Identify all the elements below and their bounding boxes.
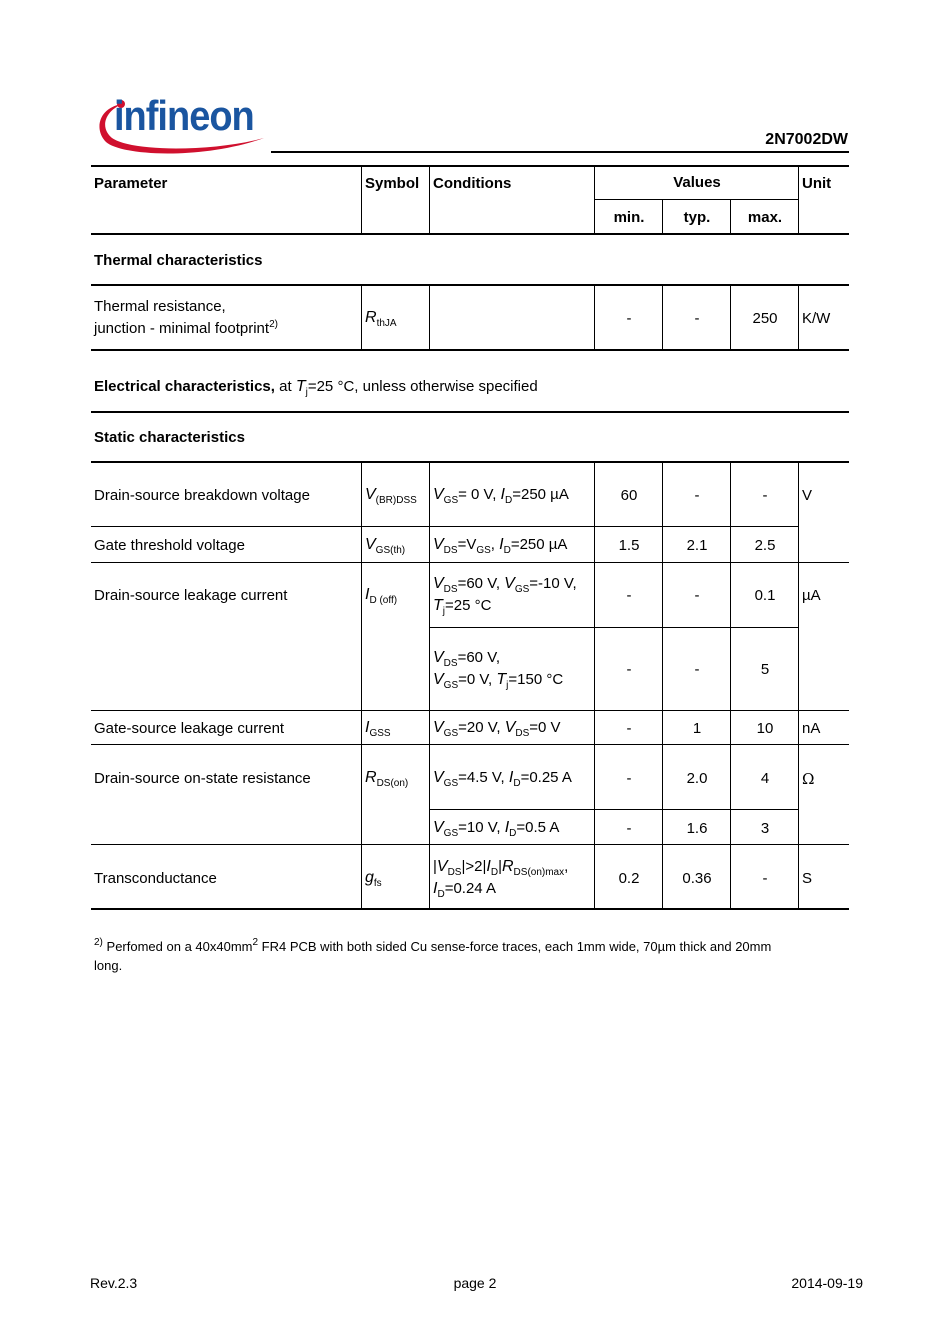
col-rule xyxy=(429,285,430,350)
rule xyxy=(91,844,849,845)
gfs-max: - xyxy=(762,870,768,887)
rule xyxy=(91,526,799,527)
col-header-max: max. xyxy=(747,209,783,226)
breakdown-param: Drain-source breakdown voltage xyxy=(94,487,310,504)
footer-page: page 2 xyxy=(453,1275,497,1291)
logo-text: infineon xyxy=(114,93,254,141)
rdson-a-typ: 2.0 xyxy=(686,770,708,787)
leak-drain-a-max: 0.1 xyxy=(754,587,776,604)
leak-drain-b-max: 5 xyxy=(760,661,770,678)
gfs-min: 0.2 xyxy=(618,870,640,887)
gfs-typ: 0.36 xyxy=(682,870,712,887)
leak-drain-a-min: - xyxy=(626,587,632,604)
leak-drain-unit: µA xyxy=(802,587,821,604)
threshold-symbol: $V_{GS(th)}$ xyxy=(365,536,406,556)
col-header-unit: Unit xyxy=(802,175,832,192)
rdson-symbol: $R_{DS(on)}$ xyxy=(365,769,409,789)
thermal-typ: - xyxy=(694,310,700,327)
rule xyxy=(429,809,799,810)
breakdown-typ: - xyxy=(694,487,700,504)
threshold-param: Gate threshold voltage xyxy=(94,537,245,554)
threshold-min: 1.5 xyxy=(618,537,640,554)
rule xyxy=(429,627,799,628)
values-sub-rule xyxy=(594,199,798,200)
thermal-param-line2: junction - minimal footprint$^{2)}$ xyxy=(94,319,278,337)
col-rule xyxy=(361,285,362,350)
breakdown-min: 60 xyxy=(620,487,638,504)
leak-gate-unit: nA xyxy=(802,720,821,737)
leak-drain-a-typ: - xyxy=(694,587,700,604)
section-static: Static characteristics xyxy=(94,429,245,446)
rdson-a-min: - xyxy=(626,770,632,787)
thermal-param-line1: Thermal resistance, xyxy=(94,298,226,315)
gfs-cond-line2: $I_D=0.24$ A xyxy=(433,880,496,900)
part-number: 2N7002DW xyxy=(765,131,848,148)
rdson-b-typ: 1.6 xyxy=(686,820,708,837)
rule xyxy=(91,744,849,745)
thermal-unit: K/W xyxy=(802,310,831,327)
rdson-cond-b: $V_{GS}=10$ V, $I_D=0.5$ A xyxy=(433,819,560,839)
gfs-param: Transconductance xyxy=(94,870,217,887)
col-rule xyxy=(662,462,663,909)
footer-revision: Rev.2.3 xyxy=(90,1275,138,1291)
rule xyxy=(91,562,849,563)
leak-gate-typ: 1 xyxy=(692,720,702,737)
col-rule xyxy=(429,462,430,909)
gfs-unit: S xyxy=(802,870,813,887)
rule xyxy=(91,284,849,286)
col-rule xyxy=(594,462,595,909)
rule xyxy=(91,349,849,351)
leak-drain-symbol: $I_{D (off)}$ xyxy=(365,586,398,606)
col-header-typ: typ. xyxy=(683,209,711,226)
footnote-line2: long. xyxy=(94,958,123,973)
col-rule xyxy=(361,462,362,909)
thermal-symbol: $R_{thJA}$ xyxy=(365,309,397,329)
leak-drain-cond-b-line1: $V_{DS}=60$ V, xyxy=(433,649,500,669)
rdson-b-max: 3 xyxy=(760,820,770,837)
breakdown-unit: V xyxy=(802,487,813,504)
col-header-symbol: Symbol xyxy=(365,175,420,192)
thermal-max: 250 xyxy=(752,310,778,327)
rule xyxy=(91,411,849,413)
rdson-param: Drain-source on-state resistance xyxy=(94,770,311,787)
leak-gate-max: 10 xyxy=(756,720,774,737)
col-rule xyxy=(798,462,799,909)
infineon-logo xyxy=(92,90,272,162)
header-rule xyxy=(271,151,849,153)
col-rule xyxy=(429,166,430,234)
section-thermal: Thermal characteristics xyxy=(94,252,263,269)
leak-gate-conditions: $V_{GS}=20$ V, $V_{DS}=0$ V xyxy=(433,719,561,739)
gfs-symbol: $g_{fs}$ xyxy=(365,869,382,889)
breakdown-symbol: $V_{(BR)DSS}$ xyxy=(365,486,417,506)
rdson-cond-a: $V_{GS}=4.5$ V, $I_D=0.25$ A xyxy=(433,769,572,789)
rdson-unit: Ω xyxy=(802,770,815,788)
leak-gate-min: - xyxy=(626,720,632,737)
table-top-rule xyxy=(91,165,849,167)
col-header-values: Values xyxy=(673,174,721,191)
leak-gate-symbol: $I_{GSS}$ xyxy=(365,719,391,739)
table-bottom-rule xyxy=(91,908,849,910)
gfs-cond-line1: $|V_{DS}|>2|I_D|R_{DS(on)max}$, xyxy=(433,858,569,878)
threshold-typ: 2.1 xyxy=(686,537,708,554)
rdson-b-min: - xyxy=(626,820,632,837)
leak-drain-cond-a-line1: $V_{DS}=60$ V, $V_{GS}=-10$ V, xyxy=(433,575,577,595)
footnote-line1: $^{2)}$ Perfomed on a $40x40mm^2$ FR4 PCB with both sided Cu sense-force traces, each 1mm wide, 70µm thick and 20mm xyxy=(94,937,772,954)
threshold-conditions: $V_{DS}=V_{GS}$, $I_D=250$ µA xyxy=(433,536,568,556)
col-header-parameter: Parameter xyxy=(94,175,168,192)
rule xyxy=(91,710,849,711)
leak-drain-b-min: - xyxy=(626,661,632,678)
header-bottom-rule xyxy=(91,233,849,235)
col-header-min: min. xyxy=(613,209,645,226)
footer-date: 2014-09-19 xyxy=(791,1275,863,1291)
col-header-conditions: Conditions xyxy=(433,175,512,192)
col-rule xyxy=(361,166,362,234)
leak-drain-cond-a-line2: $T_j=25$ °C xyxy=(433,597,492,617)
col-rule xyxy=(730,462,731,909)
leak-drain-b-typ: - xyxy=(694,661,700,678)
breakdown-max: - xyxy=(762,487,768,504)
breakdown-conditions: $V_{GS}= 0$ V, $I_D=250$ µA xyxy=(433,486,569,506)
threshold-max: 2.5 xyxy=(754,537,776,554)
thermal-min: - xyxy=(626,310,632,327)
leak-drain-cond-b-line2: $V_{GS}=0$ V, $T_j=150$ °C xyxy=(433,671,564,691)
leak-gate-param: Gate-source leakage current xyxy=(94,720,285,737)
rdson-a-max: 4 xyxy=(760,770,770,787)
rule xyxy=(91,461,849,463)
section-electrical: Electrical characteristics, at $T_j=25$ °C, unless otherwise specified xyxy=(94,378,538,398)
leak-drain-param: Drain-source leakage current xyxy=(94,587,288,604)
